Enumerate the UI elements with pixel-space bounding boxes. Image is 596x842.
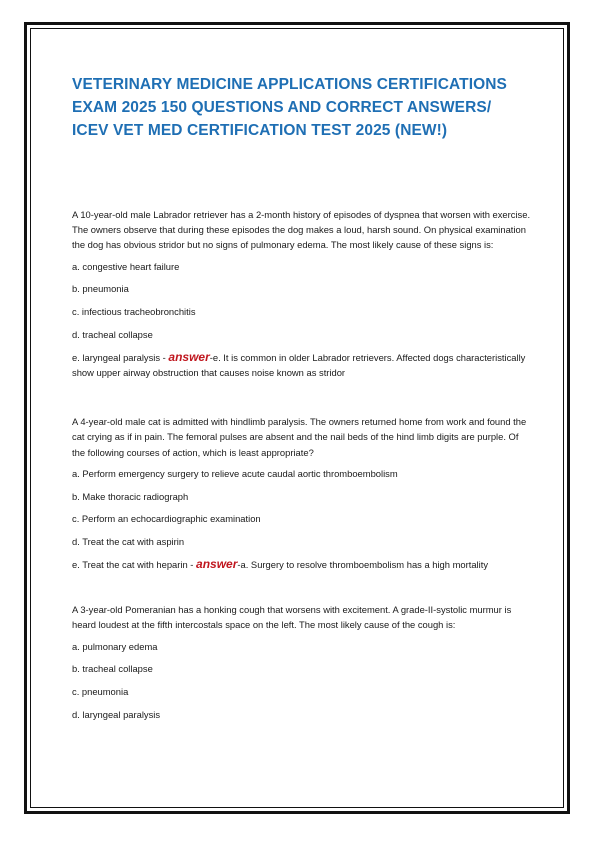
option-c: c. pneumonia [72,686,129,698]
option-a: a. congestive heart failure [72,260,180,272]
document-title: VETERINARY MEDICINE APPLICATIONS CERTIFICATIONS EXAM 2025 150 QUESTIONS AND CORRECT ANSWERS/ ICEV VET MED CERTIFICATION TEST 2025 (NEW!) [72,76,507,139]
answer-line [72,350,532,380]
option-c: c. infectious tracheobronchitis [72,306,196,318]
option-b: b. pneumonia [72,283,129,295]
answer-explanation: -a. Surgery to resolve thromboembolism has a high mortality [237,559,489,570]
answer-option: e. laryngeal paralysis - [72,351,166,363]
option-d: d. Treat the cat with aspirin [72,536,185,548]
question-text: A 4-year-old male cat is admitted with hindlimb paralysis. The owners returned home from work and found the cat crying as if in pain. The femoral pulses are absent and the nail beds of the hind limb digits are purple. Of the following courses of action, which is least appropriate? [72,416,527,458]
answer-option: e. Treat the cat with heparin - [72,559,194,570]
answer-explanation: -e. It is common in older Labrador retrievers. Affected dogs characteristically show upper airway obstruction that causes noise known as stridor [72,351,526,378]
option-b: b. Make thoracic radiograph [72,490,189,502]
answer-marker: answer [196,557,238,571]
question-text: A 3-year-old Pomeranian has a honking cough that worsens with excitement. A grade-II-systolic murmur is heard loudest at the fifth intercostals space on the left. The most likely cause of the cough is: [72,604,512,631]
option-c: c. Perform an echocardiographic examination [72,513,261,525]
question-block [72,414,532,572]
answer-marker: answer [168,349,210,364]
option-d: d. tracheal collapse [72,329,153,340]
option-a: a. pulmonary edema [72,640,158,652]
document-body [72,207,532,730]
question-block [72,207,532,380]
answer-line [72,557,532,572]
option-d: d. laryngeal paralysis [72,709,161,720]
option-a: a. Perform emergency surgery to relieve acute caudal aortic thromboembolism [72,467,398,479]
option-b: b. tracheal collapse [72,663,153,675]
question-block [72,602,532,722]
question-text: A 10-year-old male Labrador retriever has a 2-month history of episodes of dyspnea that worsen with exercise. The owners observe that during these episodes the dog makes a loud, harsh sound. On physical examination the dog has obvious stridor but no signs of pulmonary edema. The most likely cause of these signs is: [72,209,531,251]
